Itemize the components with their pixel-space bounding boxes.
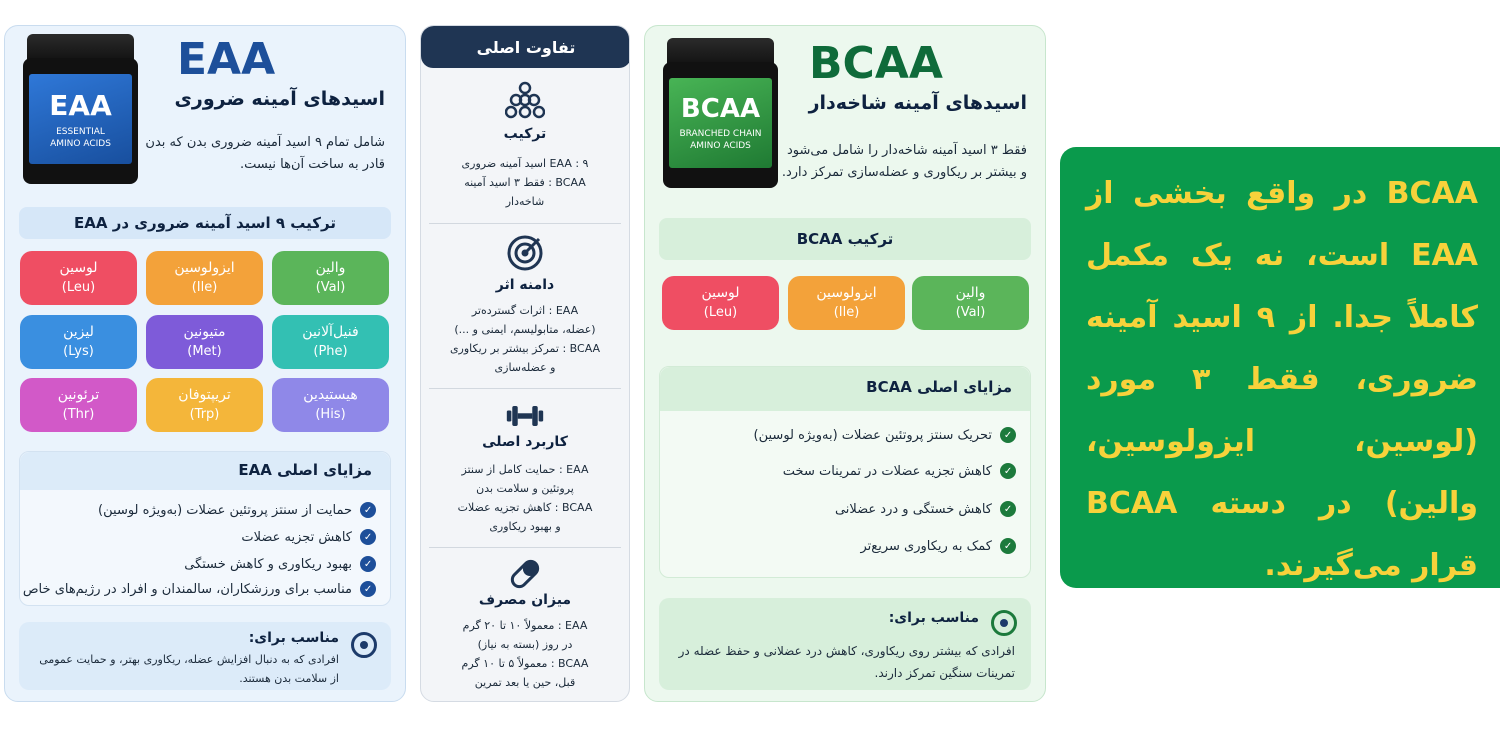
amino-chip: متیونین (Met): [146, 315, 263, 369]
amino-chip: لوسین (Leu): [20, 251, 137, 305]
check-icon: ✓: [360, 556, 376, 572]
bcaa-description: فقط ۳ اسید آمینه شاخه‌دار را شامل می‌شود و بیشتر بر ریکاوری و عضله‌سازی تمرکز دارد.: [781, 143, 1027, 180]
target-icon: [505, 233, 545, 273]
check-icon: ✓: [360, 529, 376, 545]
bcaa-jar-label: BCAA: [680, 94, 761, 124]
eaa-suitable-box: [19, 622, 391, 690]
bcaa-jar-small1: BRANCHED CHAIN: [679, 129, 762, 139]
bcaa-benefits-title: مزایای اصلی BCAA: [866, 378, 1012, 396]
difference-text: EAA : اثرات گسترده‌تر (عضله، متابولیسم، ایمنی و ...) BCAA : تمرکز بیشتر بر ریکاوری و عضله‌سازی: [449, 304, 601, 374]
eaa-jar-small2: AMINO ACIDS: [50, 138, 111, 149]
capsule-icon: [505, 554, 545, 594]
bcaa-panel: [644, 25, 1046, 702]
amino-chip: والین (Val): [272, 251, 389, 305]
difference-section: [429, 231, 621, 389]
molecule-icon: [505, 80, 545, 120]
check-icon: ✓: [360, 502, 376, 518]
benefit-item: ✓ حمایت از سنتز پروتئین عضلات (به‌ویژه لوسین): [98, 502, 376, 518]
difference-section: [429, 396, 621, 548]
difference-section: [429, 554, 621, 698]
eaa-description: شامل تمام ۹ اسید آمینه ضروری بدن که بدن قادر به ساخت آن‌ها نیست.: [145, 135, 385, 172]
bcaa-benefits-box: [659, 366, 1031, 578]
difference-text: EAA : حمایت کامل از سنتز پروتئین و سلامت بدن BCAA : کاهش تجزیه عضلات و بهبود ریکاوری: [457, 463, 593, 533]
check-icon: ✓: [1000, 463, 1016, 479]
amino-chip: هیستیدین (His): [272, 378, 389, 432]
benefit-item: ✓ کاهش تجزیه عضلات در تمرینات سخت: [783, 463, 1016, 479]
difference-title: کاربرد اصلی: [482, 434, 568, 450]
eaa-jar-label: EAA: [49, 88, 112, 122]
bcaa-suitable-title: مناسب برای:: [888, 610, 979, 626]
benefit-item: ✓ کاهش تجزیه عضلات: [241, 529, 376, 545]
amino-chip: ایزولوسین (Ile): [146, 251, 263, 305]
eaa-composition-title: ترکیب ۹ اسید آمینه ضروری در EAA: [19, 207, 391, 239]
eaa-subtitle: اسیدهای آمینه ضروری: [174, 88, 385, 110]
note-box: [1060, 147, 1500, 588]
difference-title: دامنه اثر: [495, 277, 555, 293]
difference-title: ترکیب: [503, 126, 547, 142]
check-icon: ✓: [360, 581, 376, 597]
check-icon: ✓: [1000, 427, 1016, 443]
dumbbell-icon: [505, 396, 545, 436]
check-icon: ✓: [1000, 501, 1016, 517]
amino-chip: فنیل‌آلانین (Phe): [272, 315, 389, 369]
amino-chip: ترئونین (Thr): [20, 378, 137, 432]
bcaa-suitable-text: افرادی که بیشتر روی ریکاوری، کاهش درد عضلانی و حفظ عضله در تمرینات سنگین تمرکز دارند.: [678, 644, 1015, 680]
eaa-suitable-text: افرادی که به دنبال افزایش عضله، ریکاوری بهتر، و حمایت عمومی از سلامت بدن هستند.: [39, 653, 339, 685]
target-icon: [991, 610, 1017, 636]
amino-chip: والین (Val): [912, 276, 1029, 330]
target-icon: [351, 632, 377, 658]
difference-header: تفاوت اصلی: [421, 26, 630, 68]
bcaa-jar-image: [663, 38, 778, 188]
benefit-item: ✓ کاهش خستگی و درد عضلانی: [835, 501, 1016, 517]
eaa-benefits-box: [19, 451, 391, 606]
eaa-suitable-title: مناسب برای:: [248, 630, 339, 646]
check-icon: ✓: [1000, 538, 1016, 554]
eaa-jar-small1: ESSENTIAL: [56, 126, 105, 137]
bcaa-jar-small2: AMINO ACIDS: [690, 141, 751, 151]
eaa-brand-title: EAA: [177, 34, 276, 85]
eaa-panel: [4, 25, 406, 702]
bcaa-subtitle: اسیدهای آمینه شاخه‌دار: [808, 92, 1027, 114]
amino-chip: لیزین (Lys): [20, 315, 137, 369]
difference-title: میزان مصرف: [478, 592, 572, 608]
benefit-item: ✓ تحریک سنتز پروتئین عضلات (به‌ویژه لوسین): [754, 427, 1016, 443]
benefit-item: ✓ مناسب برای ورزشکاران، سالمندان و افراد در رژیم‌های خاص: [23, 581, 376, 597]
benefit-item: ✓ کمک به ریکاوری سریع‌تر: [861, 538, 1017, 554]
difference-text: EAA : معمولاً ۱۰ تا ۲۰ گرم در روز (بسته به نیاز) BCAA : معمولاً ۵ تا ۱۰ گرم قبل، حین یا بعد تمرین: [461, 619, 589, 689]
bcaa-composition-title: ترکیب BCAA: [659, 218, 1031, 260]
amino-chip: تریپتوفان (Trp): [146, 378, 263, 432]
difference-panel: [420, 25, 630, 702]
benefit-item: ✓ بهبود ریکاوری و کاهش خستگی: [184, 556, 376, 572]
bcaa-brand-title: BCAA: [809, 38, 943, 89]
eaa-jar-image: [23, 34, 138, 184]
note-text: BCAA در واقع بخشی از EAA است، نه یک مکمل کاملاً جدا. از ۹ اسید آمینه ضروری، فقط ۳ مورد (لوسین، ایزولوسین، والین) در دسته BCAA قرار می‌گیرند.: [1086, 176, 1478, 583]
bcaa-suitable-box: [659, 598, 1031, 690]
amino-chip: لوسین (Leu): [662, 276, 779, 330]
amino-chip: ایزولوسین (Ile): [788, 276, 905, 330]
difference-text: EAA : ۹ اسید آمینه ضروری BCAA : فقط ۳ اسید آمینه شاخه‌دار: [461, 157, 589, 208]
difference-section: [429, 76, 621, 224]
eaa-benefits-title: مزایای اصلی EAA: [238, 461, 372, 479]
